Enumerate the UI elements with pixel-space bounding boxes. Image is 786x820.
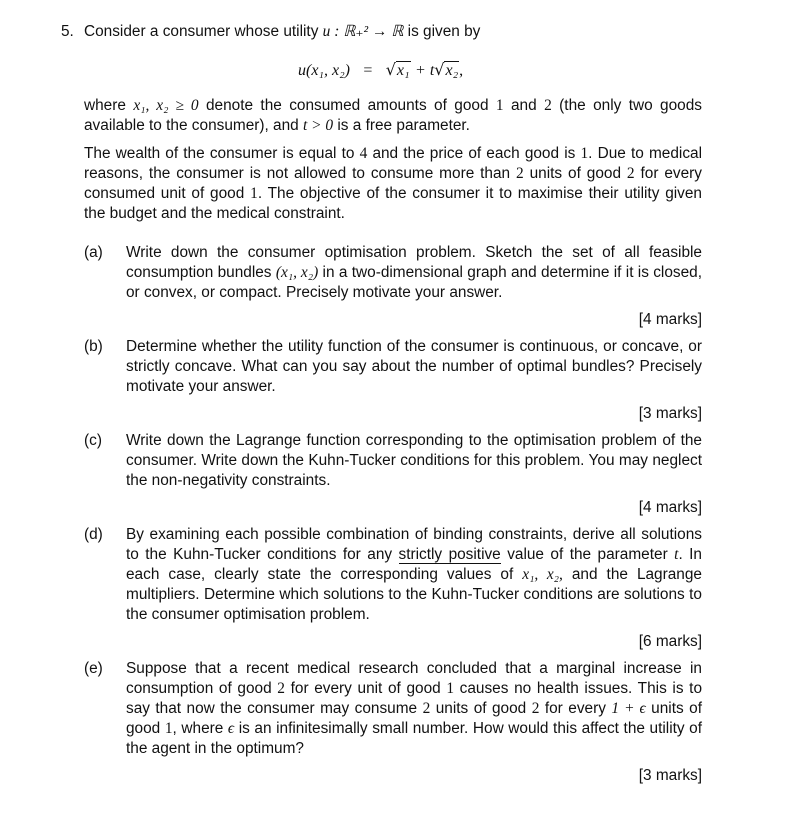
part-d-marks: [6 marks] (638, 633, 702, 650)
part-c-text: Write down the Lagrange function corresponding to the optimisation problem of the consumer. Write down the Kuhn-Tucker conditions for this problem. You may neglect the non-negativity constraints. (126, 432, 702, 489)
part-d-text-4: and the Lagrange multipliers. Determine which solutions to the Kuhn-Tucker conditions are solutions to the consumer optimisation problem. (126, 566, 702, 623)
sqrt-term-2 (434, 60, 459, 81)
part-d-math-1: t (674, 546, 679, 563)
part-e-text-5: for every (539, 700, 612, 717)
question-number: 5. (61, 23, 74, 40)
p2-math-3: 2 (516, 165, 524, 182)
part-b-text: Determine whether the utility function of the consumer is continuous, or concave, or strictly concave. What can you say about the number of optimal bundles? Precisely motivate your answer. (126, 338, 702, 395)
paragraph-wealth (84, 144, 702, 224)
part-e-text-8: is an infinitesimally small number. How would this affect the utility of the agent in the optimum? (126, 720, 703, 757)
question-parts (84, 243, 702, 793)
p2-text-d: units of good (523, 165, 627, 182)
part-e-math-7: ϵ (227, 720, 235, 737)
part-e-math-4: 2 (531, 700, 540, 717)
p1-text-e: is a free parameter. (333, 117, 470, 134)
part-e-text-2: for every unit of good (284, 680, 447, 697)
utility-equation (298, 60, 463, 81)
p1-math-2: 1 (495, 97, 504, 114)
utility-domain-math: u : ℝ₊² → ℝ (322, 23, 404, 40)
part-a-text (126, 243, 702, 303)
part-e-text-7: , where (172, 720, 228, 737)
sqrt-symbol-icon: √ (434, 60, 445, 79)
part-a-text-1: Write down the consumer optimisation problem. Sketch the set of all feasible consumption bundles (126, 244, 702, 281)
p2-math-1: 4 (359, 145, 368, 162)
part-b (84, 337, 702, 424)
equation-lhs: u(x₁, x₂) (298, 62, 350, 79)
sqrt-symbol-icon: √ (385, 60, 396, 79)
p1-text-c: and (503, 97, 545, 114)
part-e-marks: [3 marks] (638, 767, 702, 784)
part-d-math-2: x₁, x₂, (522, 566, 563, 583)
part-d-text (126, 525, 702, 625)
part-e-text-6: units of good (126, 700, 702, 737)
paragraph-variables (84, 96, 702, 136)
part-a-text-2: in a two-dimensional graph and determine if it is closed, or convex, or compact. Precisely motivate your answer. (126, 264, 703, 301)
p2-math-5: 1 (250, 185, 258, 202)
part-e-math-1: 2 (277, 680, 285, 697)
part-d-text-1: By examining each possible combination of binding constraints, derive all solutions to the Kuhn-Tucker conditions for any (126, 526, 702, 563)
p2-math-2: 1 (580, 145, 589, 162)
part-b-label: (b) (84, 338, 103, 355)
part-c (84, 431, 702, 518)
equation-equals: = (363, 62, 373, 79)
p1-text-a: where (84, 97, 134, 114)
part-e-text-1: Suppose that a recent medical research concluded that a marginal increase in consumption of good (126, 660, 702, 697)
p2-text-e: for every consumed unit of good (84, 165, 703, 202)
p2-math-4: 2 (626, 165, 635, 182)
part-b-marks: [3 marks] (638, 405, 702, 422)
question-intro-text: Consider a consumer whose utility (84, 23, 323, 40)
part-e-math-3: 2 (422, 700, 431, 717)
part-d-underlined-text: strictly positive (398, 546, 501, 563)
p1-text-d: (the only two goods available to the consumer), and (84, 97, 702, 134)
part-c-label: (c) (84, 432, 102, 449)
sqrt-term-2-radicand: x₂ (445, 62, 459, 79)
p2-text-a: The wealth of the consumer is equal to (84, 145, 360, 162)
part-d-text-2: value of the parameter (500, 546, 675, 563)
part-a-math-1: (x₁, x₂) (275, 264, 319, 281)
sqrt-term-1-radicand: x₁ (396, 62, 410, 79)
part-e-math-5: 1 + ϵ (611, 700, 646, 717)
part-e-math-6: 1 (164, 720, 173, 737)
part-e-text-3: causes no health issues. This is to say that now the consumer may consume (126, 680, 702, 717)
question-heading (61, 22, 741, 42)
equation-plus-t: + t (415, 62, 435, 79)
p1-math-4: t > 0 (303, 117, 334, 134)
p1-math-3: 2 (544, 97, 552, 114)
part-a-marks: [4 marks] (638, 311, 702, 328)
part-e (84, 659, 702, 786)
p2-text-c: . Due to medical reasons, the consumer is not allowed to consume more than (84, 145, 702, 182)
part-d-text-3: . In each case, clearly state the corresponding values of (126, 546, 702, 583)
p2-text-b: and the price of each good is (367, 145, 581, 162)
part-e-math-2: 1 (446, 680, 455, 697)
part-a (84, 243, 702, 330)
equation-end: , (459, 62, 464, 79)
p2-text-f: . The objective of the consumer it to maximise their utility given the budget and the medical constraint. (84, 185, 702, 222)
part-d (84, 525, 702, 652)
part-c-marks: [4 marks] (638, 499, 702, 516)
question-intro-end: is given by (403, 23, 481, 40)
part-e-text (126, 659, 702, 759)
part-e-label: (e) (84, 660, 103, 677)
sqrt-term-1 (386, 60, 411, 81)
part-a-label: (a) (84, 244, 103, 261)
p1-math-1: x₁, x₂ ≥ 0 (133, 97, 199, 114)
part-e-text-4: units of good (430, 700, 532, 717)
p1-text-b: denote the consumed amounts of good (198, 97, 496, 114)
part-d-label: (d) (84, 526, 103, 543)
